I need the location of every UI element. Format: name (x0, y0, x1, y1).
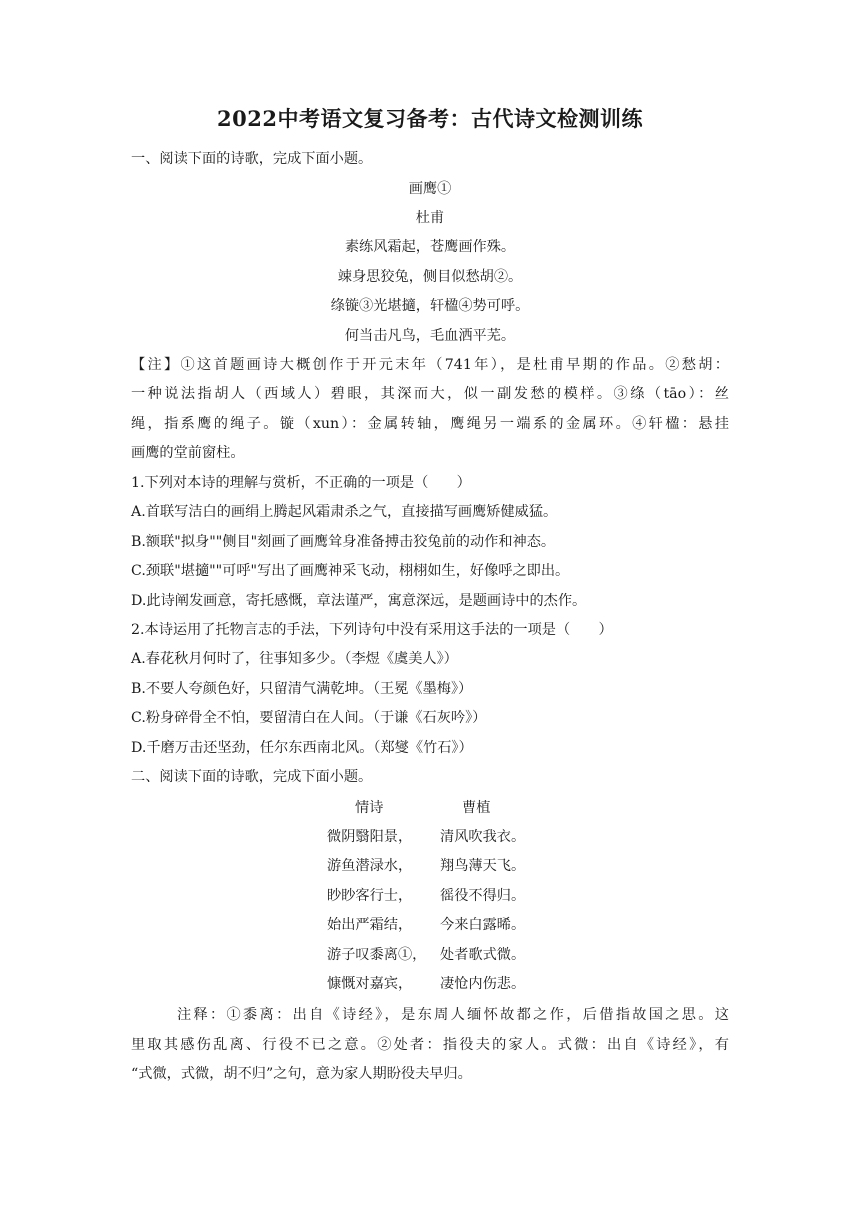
page-title: 2022中考语文复习备考：古代诗文检测训练 (217, 106, 643, 131)
question-2-option: C.粉身碎骨全不怕，要留清白在人间。（于谦《石灰吟》） (131, 710, 487, 726)
poem-1-line: 素练风霜起，苍鹰画作殊。 (344, 239, 516, 255)
poem-2-line: 翔鸟薄天飞。 (440, 858, 526, 874)
poem-1-note: 一种说法指胡人（西域人）碧眼，其深而大，似一副发愁的模样。③绦（tāo）：丝 (131, 386, 729, 402)
poem-1-line: 何当击凡鸟，毛血洒平芜。 (344, 328, 516, 344)
poem-2-line: 游子叹黍离①， (327, 947, 427, 963)
poem-1-author: 杜甫 (415, 210, 445, 226)
poem-2-note: 注释：①黍离：出自《诗经》，是东周人缅怀故都之作，后借指故国之思。这 (177, 1007, 729, 1023)
poem-2-line: 今来白露晞。 (440, 917, 526, 933)
question-1-option: A.首联写洁白的画绢上腾起风霜肃杀之气，直接描写画鹰矫健威猛。 (131, 504, 558, 520)
section-1-heading: 一、阅读下面的诗歌，完成下面小题。 (131, 151, 373, 167)
question-2-option: B.不要人夸颜色好，只留清气满乾坤。（王冕《墨梅》） (131, 681, 473, 697)
poem-2-line: 徭役不得归。 (440, 888, 526, 904)
poem-2-note: “式微，式微，胡不归”之句，意为家人期盼役夫早归。 (131, 1066, 472, 1082)
question-1-option: B.额联"拟身""侧目"刻画了画鹰耸身准备搏击狡兔前的动作和神态。 (131, 534, 556, 550)
poem-1-line: 绦镟③光堪擿，轩楹④势可呼。 (330, 298, 530, 314)
poem-1-note: 【注】①这首题画诗大概创作于开元末年（741年），是杜甫早期的作品。②愁胡： (131, 357, 729, 373)
poem-2-line: 清风吹我衣。 (440, 829, 526, 845)
question-2-option: D.千磨万击还坚劲，任尔东西南北风。（郑燮《竹石》） (131, 740, 473, 756)
poem-2-author: 曹植 (462, 800, 491, 816)
poem-2-line: 游鱼潜渌水， (327, 858, 413, 874)
poem-2-line: 眇眇客行士， (327, 888, 413, 904)
poem-1-line: 竦身思狡兔，侧目似愁胡②。 (337, 269, 523, 285)
poem-2-line: 微阴翳阳景， (327, 829, 413, 845)
poem-2-line: 凄怆内伤悲。 (440, 976, 526, 992)
poem-2-note: 里取其感伤乱离、行役不已之意。②处者：指役夫的家人。式微：出自《诗经》，有 (131, 1037, 729, 1053)
poem-1-note: 画鹰的堂前窗柱。 (131, 445, 245, 461)
poem-2-title: 情诗 (355, 800, 384, 816)
question-1-option: C.颈联"堪擿""可呼"写出了画鹰神采飞动，栩栩如生，好像呼之即出。 (131, 563, 570, 579)
question-1-option: D.此诗阐发画意，寄托感慨，章法谨严，寓意深远，是题画诗中的杰作。 (131, 593, 587, 609)
question-1-stem: 1.下列对本诗的理解与赏析，不正确的一项是（ ） (131, 475, 471, 491)
poem-2-line: 处者歌式微。 (440, 947, 526, 963)
section-2-heading: 二、阅读下面的诗歌，完成下面小题。 (131, 769, 373, 785)
poem-1-note: 绳，指系鹰的绳子。镟（xun）：金属转轴，鹰绳另一端系的金属环。④轩楹：悬挂 (131, 416, 729, 432)
question-2-stem: 2.本诗运用了托物言志的手法，下列诗句中没有采用这手法的一项是（ ） (131, 622, 613, 638)
poem-2-line: 始出严霜结， (327, 917, 413, 933)
question-2-option: A.春花秋月何时了，往事知多少。（李煜《虞美人》） (131, 651, 458, 667)
poem-1-title: 画鹰① (408, 181, 452, 197)
poem-2-line: 慷慨对嘉宾， (327, 976, 413, 992)
